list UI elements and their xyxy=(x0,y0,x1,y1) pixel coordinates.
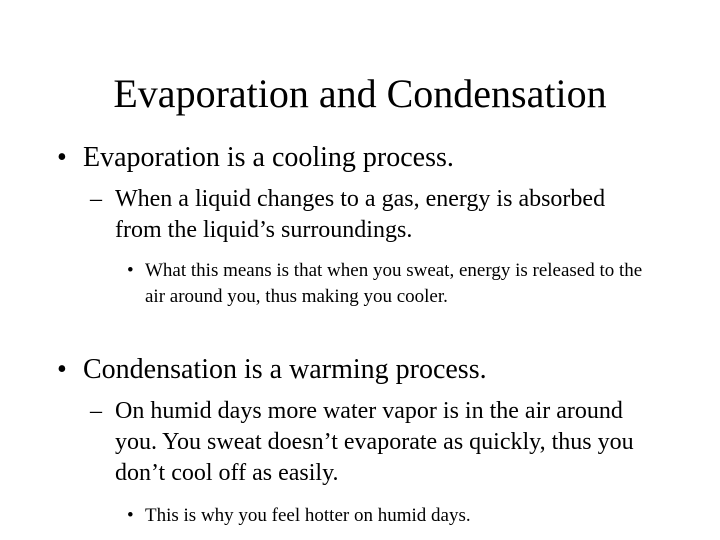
bullet-icon: • xyxy=(127,505,134,526)
bullet-icon: • xyxy=(57,354,67,385)
bullet-text: Condensation is a warming process. xyxy=(83,354,487,385)
bullet-icon: • xyxy=(57,142,67,173)
detail-text: This is why you feel hotter on humid days. xyxy=(145,505,471,526)
subpoint-text: When a liquid changes to a gas, energy is absorbed from the liquid’s surroundings. xyxy=(115,186,606,243)
bullet-text: Evaporation is a cooling process. xyxy=(83,142,454,173)
dash-icon: – xyxy=(90,186,102,212)
detail-text: What this means is that when you sweat, energy is released to the air around you, thus making you cooler. xyxy=(145,260,643,307)
bullet-icon: • xyxy=(127,260,134,281)
slide-title: Evaporation and Condensation xyxy=(113,71,607,116)
subpoint-text: On humid days more water vapor is in the air around you. You sweat doesn’t evaporate as quickly, thus you don’t cool off as easily. xyxy=(115,398,634,486)
dash-icon: – xyxy=(90,398,102,424)
